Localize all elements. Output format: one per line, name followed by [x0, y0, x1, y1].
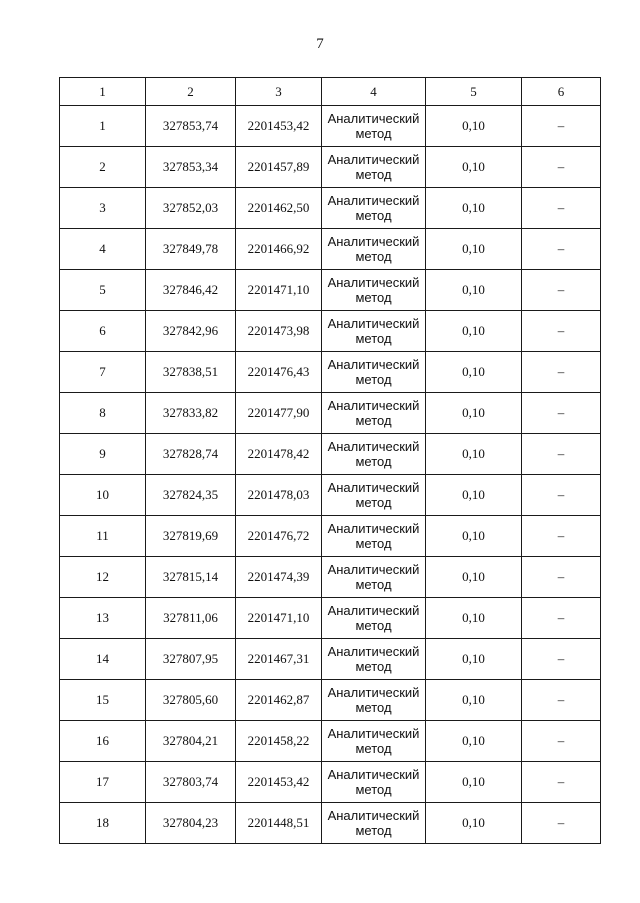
method-line-2: метод — [355, 700, 392, 715]
method-line-2: метод — [355, 782, 392, 797]
accuracy-cell: 0,10 — [426, 803, 522, 844]
method-cell — [322, 475, 426, 516]
accuracy-cell: 0,10 — [426, 188, 522, 229]
method-cell — [322, 721, 426, 762]
method-line-1: Аналитический — [327, 521, 420, 536]
y-coordinate-cell: 2201471,10 — [236, 598, 322, 639]
y-coordinate-cell: 2201466,92 — [236, 229, 322, 270]
method-line-2: метод — [355, 454, 392, 469]
accuracy-cell: 0,10 — [426, 557, 522, 598]
x-coordinate-cell: 327846,42 — [146, 270, 236, 311]
accuracy-cell: 0,10 — [426, 475, 522, 516]
method-line-2: метод — [355, 823, 392, 838]
column-header-3: 3 — [236, 78, 322, 106]
x-coordinate-cell: 327849,78 — [146, 229, 236, 270]
table-row — [60, 311, 601, 352]
point-number-cell: 5 — [60, 270, 146, 311]
y-coordinate-cell: 2201448,51 — [236, 803, 322, 844]
method-cell — [322, 557, 426, 598]
method-line-1: Аналитический — [327, 480, 420, 495]
method-line-2: метод — [355, 126, 392, 141]
point-number-cell: 11 — [60, 516, 146, 557]
x-coordinate-cell: 327807,95 — [146, 639, 236, 680]
table-row — [60, 598, 601, 639]
method-cell — [322, 803, 426, 844]
method-cell — [322, 270, 426, 311]
method-line-1: Аналитический — [327, 767, 420, 782]
method-line-1: Аналитический — [327, 316, 420, 331]
x-coordinate-cell: 327838,51 — [146, 352, 236, 393]
accuracy-cell: 0,10 — [426, 270, 522, 311]
point-number-cell: 15 — [60, 680, 146, 721]
y-coordinate-cell: 2201462,87 — [236, 680, 322, 721]
method-cell — [322, 229, 426, 270]
x-coordinate-cell: 327852,03 — [146, 188, 236, 229]
x-coordinate-cell: 327811,06 — [146, 598, 236, 639]
point-number-cell: 1 — [60, 106, 146, 147]
y-coordinate-cell: 2201471,10 — [236, 270, 322, 311]
x-coordinate-cell: 327833,82 — [146, 393, 236, 434]
x-coordinate-cell: 327828,74 — [146, 434, 236, 475]
accuracy-cell: 0,10 — [426, 598, 522, 639]
method-line-1: Аналитический — [327, 275, 420, 290]
accuracy-cell: 0,10 — [426, 434, 522, 475]
method-line-1: Аналитический — [327, 439, 420, 454]
accuracy-cell: 0,10 — [426, 106, 522, 147]
method-cell — [322, 680, 426, 721]
accuracy-cell: 0,10 — [426, 762, 522, 803]
point-number-cell: 13 — [60, 598, 146, 639]
method-line-2: метод — [355, 167, 392, 182]
accuracy-cell: 0,10 — [426, 639, 522, 680]
point-number-cell: 16 — [60, 721, 146, 762]
accuracy-cell: 0,10 — [426, 147, 522, 188]
x-coordinate-cell: 327804,23 — [146, 803, 236, 844]
column-header-6: 6 — [522, 78, 601, 106]
method-cell — [322, 147, 426, 188]
method-line-2: метод — [355, 741, 392, 756]
table-row — [60, 434, 601, 475]
method-line-2: метод — [355, 659, 392, 674]
method-cell — [322, 352, 426, 393]
method-line-1: Аналитический — [327, 234, 420, 249]
y-coordinate-cell: 2201462,50 — [236, 188, 322, 229]
method-cell — [322, 598, 426, 639]
note-cell: – — [522, 393, 601, 434]
method-cell — [322, 434, 426, 475]
table-row — [60, 188, 601, 229]
table-row — [60, 352, 601, 393]
table-header-row — [60, 78, 601, 106]
method-line-2: метод — [355, 495, 392, 510]
point-number-cell: 17 — [60, 762, 146, 803]
point-number-cell: 9 — [60, 434, 146, 475]
note-cell: – — [522, 106, 601, 147]
note-cell: – — [522, 557, 601, 598]
method-cell — [322, 639, 426, 680]
method-cell — [322, 311, 426, 352]
note-cell: – — [522, 721, 601, 762]
method-line-2: метод — [355, 413, 392, 428]
column-header-2: 2 — [146, 78, 236, 106]
note-cell: – — [522, 434, 601, 475]
method-cell — [322, 762, 426, 803]
accuracy-cell: 0,10 — [426, 352, 522, 393]
y-coordinate-cell: 2201476,43 — [236, 352, 322, 393]
method-line-1: Аналитический — [327, 357, 420, 372]
method-line-1: Аналитический — [327, 193, 420, 208]
coordinates-table — [59, 77, 601, 844]
note-cell: – — [522, 762, 601, 803]
point-number-cell: 7 — [60, 352, 146, 393]
method-line-1: Аналитический — [327, 644, 420, 659]
y-coordinate-cell: 2201458,22 — [236, 721, 322, 762]
note-cell: – — [522, 352, 601, 393]
accuracy-cell: 0,10 — [426, 311, 522, 352]
accuracy-cell: 0,10 — [426, 229, 522, 270]
table-row — [60, 557, 601, 598]
point-number-cell: 10 — [60, 475, 146, 516]
table-row — [60, 803, 601, 844]
table-row — [60, 762, 601, 803]
point-number-cell: 4 — [60, 229, 146, 270]
method-line-1: Аналитический — [327, 152, 420, 167]
y-coordinate-cell: 2201453,42 — [236, 762, 322, 803]
note-cell: – — [522, 147, 601, 188]
point-number-cell: 18 — [60, 803, 146, 844]
x-coordinate-cell: 327853,34 — [146, 147, 236, 188]
point-number-cell: 6 — [60, 311, 146, 352]
note-cell: – — [522, 680, 601, 721]
method-cell — [322, 393, 426, 434]
column-header-5: 5 — [426, 78, 522, 106]
note-cell: – — [522, 188, 601, 229]
method-line-2: метод — [355, 536, 392, 551]
table-row — [60, 270, 601, 311]
method-line-2: метод — [355, 577, 392, 592]
x-coordinate-cell: 327853,74 — [146, 106, 236, 147]
point-number-cell: 2 — [60, 147, 146, 188]
table-row — [60, 147, 601, 188]
column-header-1: 1 — [60, 78, 146, 106]
accuracy-cell: 0,10 — [426, 721, 522, 762]
method-line-1: Аналитический — [327, 685, 420, 700]
y-coordinate-cell: 2201478,42 — [236, 434, 322, 475]
x-coordinate-cell: 327842,96 — [146, 311, 236, 352]
y-coordinate-cell: 2201478,03 — [236, 475, 322, 516]
column-header-4: 4 — [322, 78, 426, 106]
y-coordinate-cell: 2201467,31 — [236, 639, 322, 680]
y-coordinate-cell: 2201474,39 — [236, 557, 322, 598]
note-cell: – — [522, 229, 601, 270]
note-cell: – — [522, 598, 601, 639]
method-line-2: метод — [355, 372, 392, 387]
method-line-2: метод — [355, 618, 392, 633]
point-number-cell: 14 — [60, 639, 146, 680]
table-row — [60, 680, 601, 721]
table-row — [60, 639, 601, 680]
x-coordinate-cell: 327803,74 — [146, 762, 236, 803]
x-coordinate-cell: 327824,35 — [146, 475, 236, 516]
note-cell: – — [522, 270, 601, 311]
y-coordinate-cell: 2201473,98 — [236, 311, 322, 352]
accuracy-cell: 0,10 — [426, 516, 522, 557]
table-row — [60, 721, 601, 762]
table-row — [60, 393, 601, 434]
note-cell: – — [522, 311, 601, 352]
method-line-2: метод — [355, 331, 392, 346]
method-line-2: метод — [355, 249, 392, 264]
y-coordinate-cell: 2201477,90 — [236, 393, 322, 434]
method-line-1: Аналитический — [327, 111, 420, 126]
method-line-1: Аналитический — [327, 603, 420, 618]
table-row — [60, 475, 601, 516]
accuracy-cell: 0,10 — [426, 393, 522, 434]
method-line-2: метод — [355, 290, 392, 305]
x-coordinate-cell: 327819,69 — [146, 516, 236, 557]
point-number-cell: 8 — [60, 393, 146, 434]
y-coordinate-cell: 2201453,42 — [236, 106, 322, 147]
point-number-cell: 12 — [60, 557, 146, 598]
method-cell — [322, 188, 426, 229]
x-coordinate-cell: 327805,60 — [146, 680, 236, 721]
note-cell: – — [522, 475, 601, 516]
note-cell: – — [522, 639, 601, 680]
method-line-1: Аналитический — [327, 398, 420, 413]
page-number: 7 — [316, 36, 324, 52]
method-cell — [322, 106, 426, 147]
y-coordinate-cell: 2201457,89 — [236, 147, 322, 188]
table-body — [60, 106, 601, 844]
note-cell: – — [522, 803, 601, 844]
method-cell — [322, 516, 426, 557]
accuracy-cell: 0,10 — [426, 680, 522, 721]
y-coordinate-cell: 2201476,72 — [236, 516, 322, 557]
x-coordinate-cell: 327815,14 — [146, 557, 236, 598]
table-row — [60, 516, 601, 557]
method-line-1: Аналитический — [327, 562, 420, 577]
table-row — [60, 106, 601, 147]
method-line-1: Аналитический — [327, 808, 420, 823]
method-line-2: метод — [355, 208, 392, 223]
method-line-1: Аналитический — [327, 726, 420, 741]
point-number-cell: 3 — [60, 188, 146, 229]
x-coordinate-cell: 327804,21 — [146, 721, 236, 762]
table-row — [60, 229, 601, 270]
note-cell: – — [522, 516, 601, 557]
